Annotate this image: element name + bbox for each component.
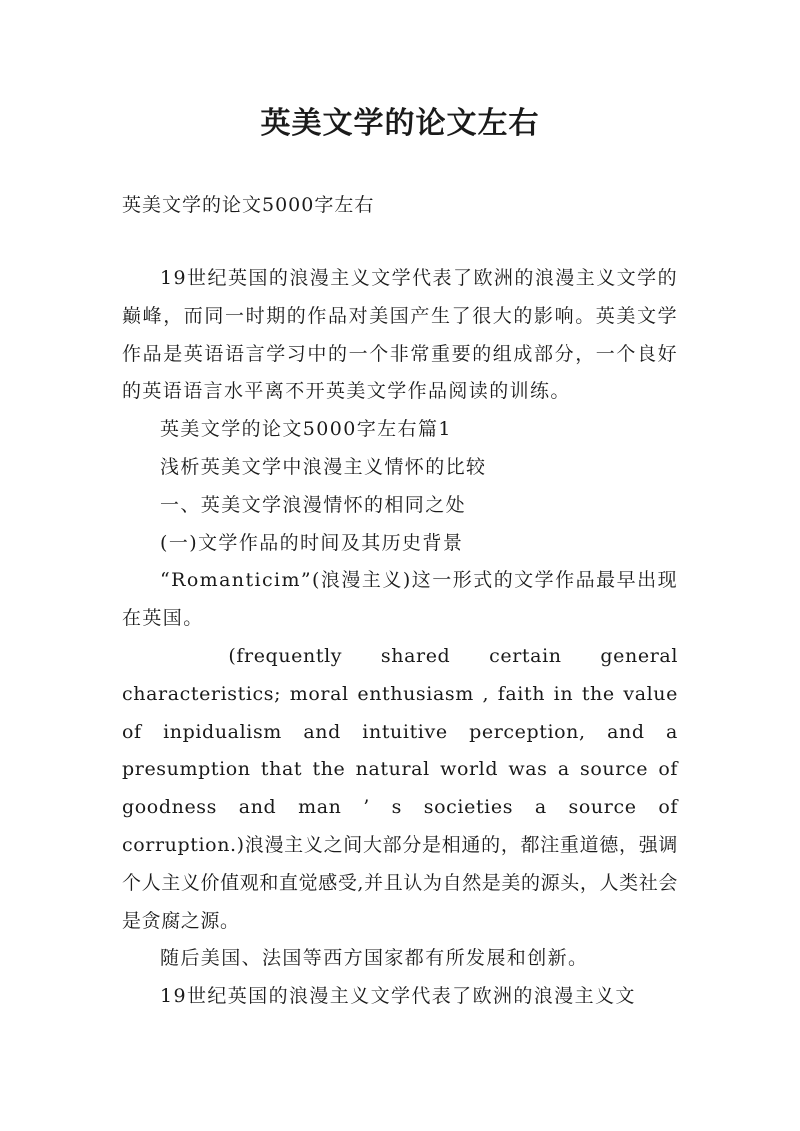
paragraph-development: 随后美国、法国等西方国家都有所发展和创新。: [160, 947, 589, 970]
paragraph-article-title: 浅析英美文学中浪漫主义情怀的比较: [160, 455, 487, 478]
paragraph-romanticism: “Romanticim”(浪漫主义)这一形式的文学作品最早出现在英国。: [122, 569, 678, 630]
document-body: [122, 260, 678, 1016]
paragraph-continuation: 19世纪英国的浪漫主义文学代表了欧洲的浪漫主义文: [160, 985, 636, 1008]
document-subtitle: 英美文学的论文5000字左右: [122, 194, 375, 216]
paragraph-heading-1-1: (一)文学作品的时间及其历史背景: [160, 531, 464, 554]
document-title: 英美文学的论文左右: [260, 106, 540, 141]
paragraph-english-quote: (frequently shared certain general characteristics; moral enthusiasm , faith in the value of inpidualism and intuitive perception, and a presumption that the natural world was a source of goodness and man ’ s societies a source of corruption.)浪漫主义之间大部分是相通的，都注重道德，强调个人主义价值观和直觉感受,并且认为自然是美的源头，人类社会是贪腐之源。: [122, 644, 678, 932]
paragraph-heading-1: 一、英美文学浪漫情怀的相同之处: [160, 493, 467, 516]
paragraph-section-label: 英美文学的论文5000字左右篇1: [160, 418, 452, 441]
paragraph-intro: 19世纪英国的浪漫主义文学代表了欧洲的浪漫主义文学的巅峰，而同一时期的作品对美国产生了很大的影响。英美文学作品是英语语言学习中的一个非常重要的组成部分，一个良好的英语语言水平离不开英美文学作品阅读的训练。: [122, 267, 678, 403]
